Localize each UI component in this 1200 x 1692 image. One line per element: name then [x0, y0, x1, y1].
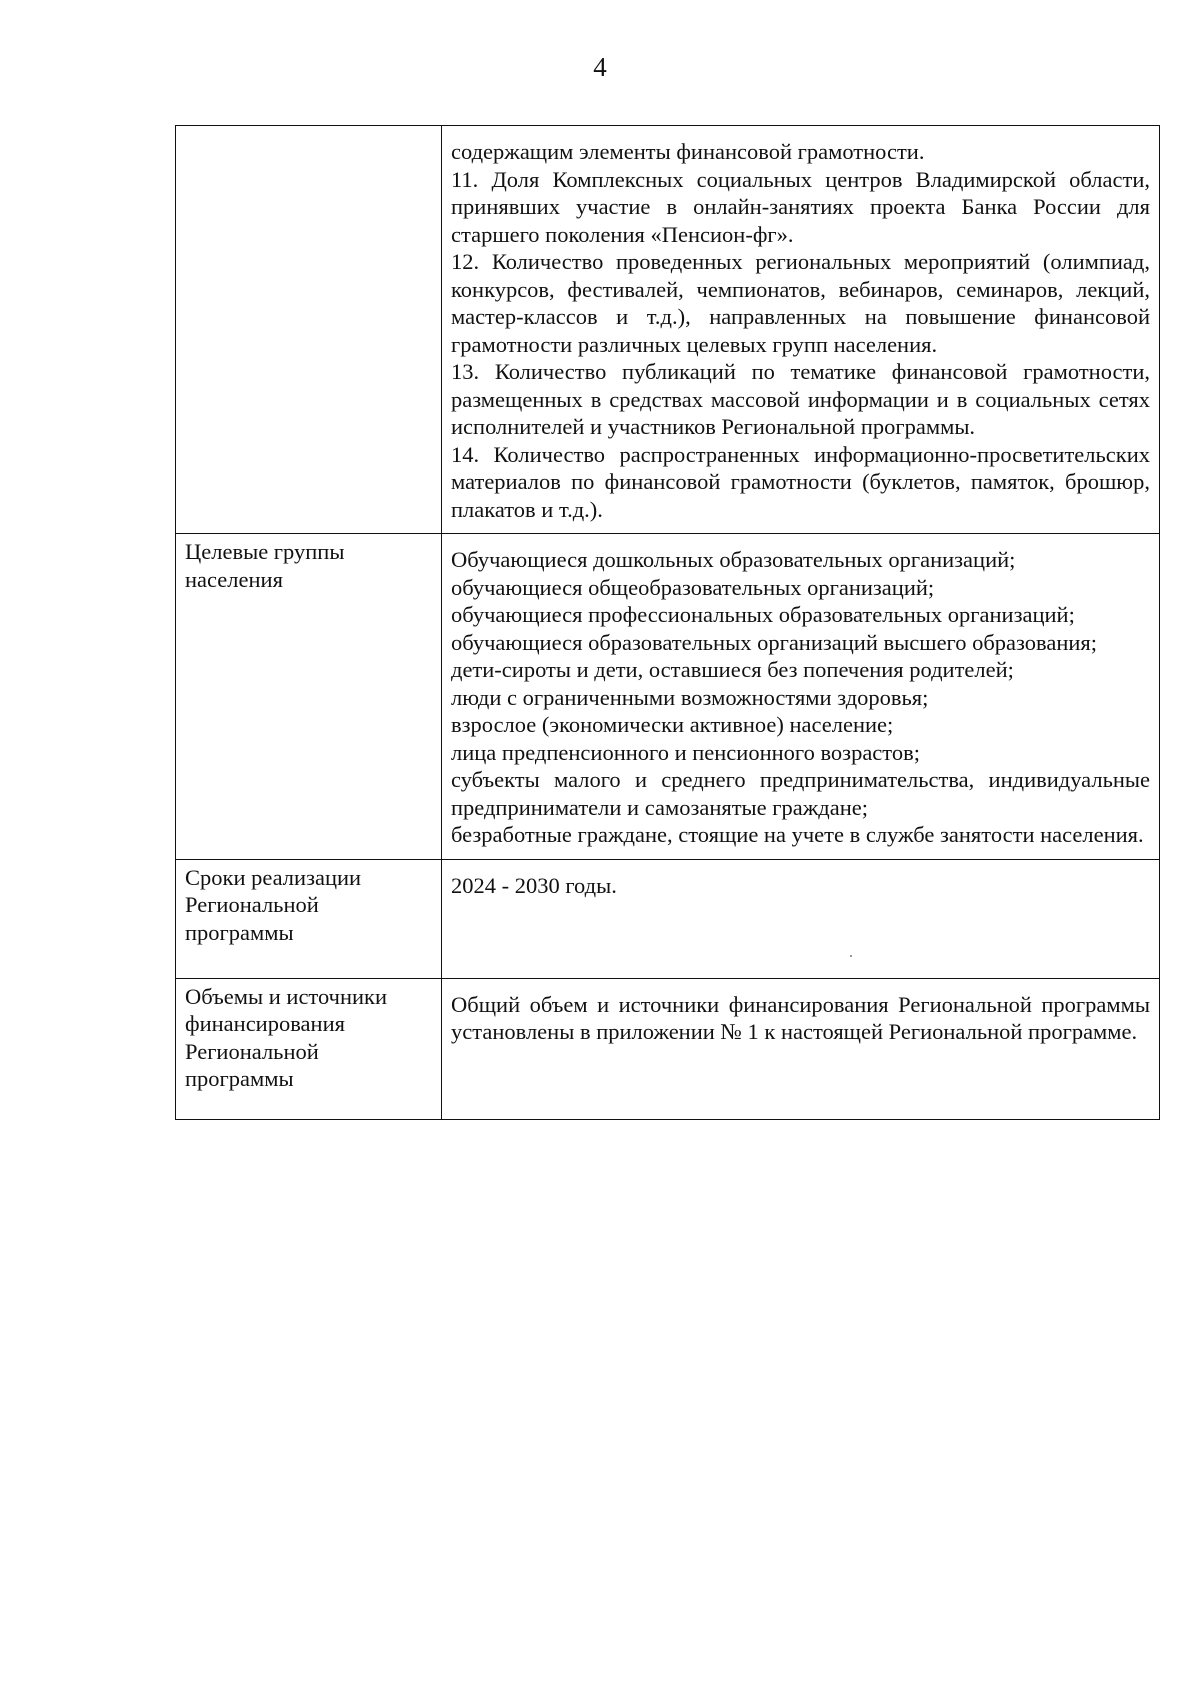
program-passport-table: [175, 125, 1160, 1120]
indicator-item: содержащим элементы финансовой грамотности.: [451, 139, 925, 164]
target-group-item: субъекты малого и среднего предпринимательства, индивидуальные предприниматели и самозанятые граждане;: [451, 767, 1150, 820]
table-row-dates: [176, 859, 1160, 978]
indicator-item: 12. Количество проведенных региональных мероприятий (олимпиад, конкурсов, фестивалей, чемпионатов, вебинаров, семинаров, лекций, мастер-классов и т.д.), направленных на повышение финансовой грамотности различных целевых групп населения.: [451, 249, 1150, 357]
table-row-indicators-continuation: [176, 126, 1160, 534]
target-groups-label: Целевые группы населения: [176, 534, 442, 860]
scan-speck: [850, 955, 852, 957]
funding-label: Объемы и источники финансирования Региональной программы: [176, 978, 442, 1119]
funding-value: Общий объем и источники финансирования Региональной программы установлены в приложении № 1 к настоящей Региональной программе.: [442, 978, 1160, 1119]
dates-label: Сроки реализации Региональной программы: [176, 859, 442, 978]
target-group-item: безработные граждане, стоящие на учете в службе занятости населения.: [451, 822, 1144, 847]
table-row-funding: [176, 978, 1160, 1119]
target-group-item: обучающиеся общеобразовательных организаций;: [451, 574, 935, 600]
target-group-item: люди с ограниченными возможностями здоровья;: [451, 684, 929, 710]
indicators-continuation-cell: [442, 126, 1160, 534]
indicator-item: 14. Количество распространенных информационно-просветительских материалов по финансовой грамотности (буклетов, памяток, брошюр, плакатов и т.д.).: [451, 441, 1150, 522]
page-number: 4: [593, 52, 607, 82]
empty-label-cell: [176, 126, 442, 534]
target-group-item: дети-сироты и дети, оставшиеся без попечения родителей;: [451, 657, 1014, 682]
target-group-item: обучающиеся профессиональных образовательных организаций;: [451, 602, 1075, 627]
target-group-item: Обучающиеся дошкольных образовательных организаций;: [451, 547, 1016, 572]
target-group-item: взрослое (экономически активное) население;: [451, 712, 894, 737]
target-group-item: лица предпенсионного и пенсионного возрастов;: [451, 739, 920, 765]
target-group-item: обучающиеся образовательных организаций высшего образования;: [451, 629, 1098, 655]
table-row-target-groups: [176, 534, 1160, 860]
dates-value: 2024 - 2030 годы.: [442, 859, 1160, 978]
indicator-item: 13. Количество публикаций по тематике финансовой грамотности, размещенных в средствах массовой информации и в социальных сетях исполнителей и участников Региональной программы.: [451, 359, 1150, 439]
target-groups-cell: [442, 534, 1160, 860]
indicator-item: 11. Доля Комплексных социальных центров Владимирской области, принявших участие в онлайн-занятиях проекта Банка России для старшего поколения «Пенсион-фг».: [451, 166, 1150, 247]
